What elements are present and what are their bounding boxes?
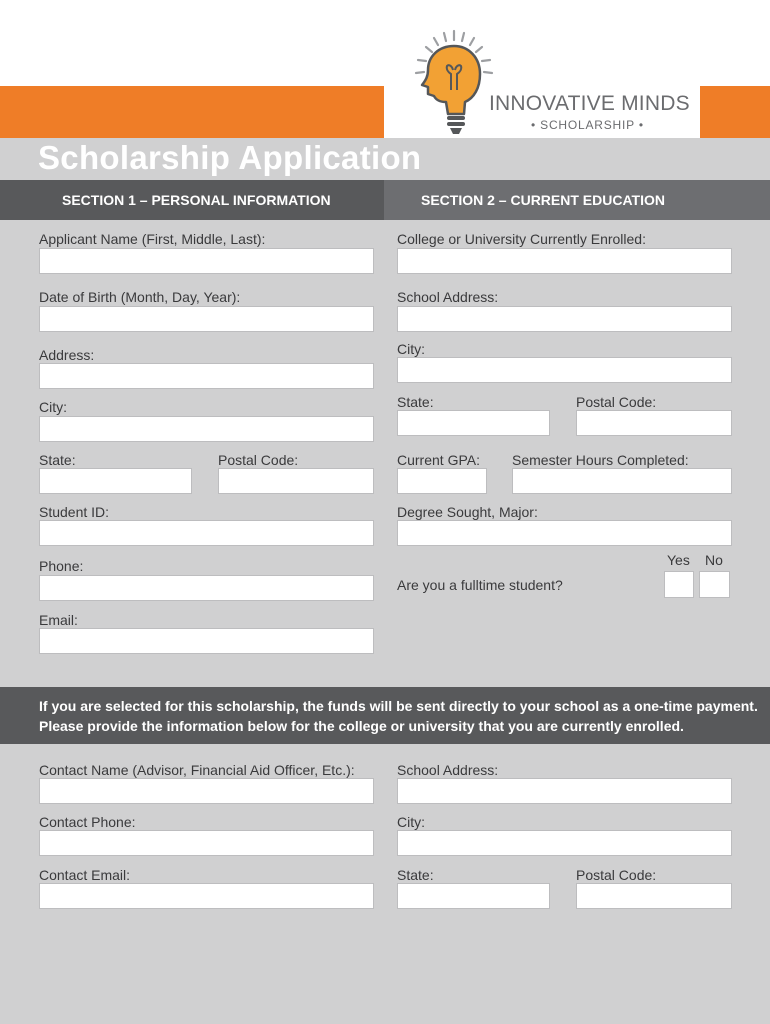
brand-tagline: • SCHOLARSHIP • [531,118,644,132]
contact-state-label: State: [397,867,434,883]
student-id-label: Student ID: [39,504,110,520]
school-address-field[interactable] [397,306,732,332]
address-label: Address: [39,347,95,363]
contact-email-field[interactable] [39,883,374,909]
contact-email-label: Contact Email: [39,867,131,883]
degree-field[interactable] [397,520,732,546]
applicant-name-label: Applicant Name (First, Middle, Last): [39,231,266,247]
dob-field[interactable] [39,306,374,332]
contact-school-address-field[interactable] [397,778,732,804]
school-state-field[interactable] [397,410,550,436]
contact-name-label: Contact Name (Advisor, Financial Aid Officer, Etc.): [39,762,355,778]
state-label: State: [39,452,76,468]
yes-label: Yes [667,552,690,568]
header-orange-band-left [0,86,384,138]
school-city-field[interactable] [397,357,732,383]
contact-phone-field[interactable] [39,830,374,856]
contact-phone-label: Contact Phone: [39,814,136,830]
college-label: College or University Currently Enrolled: [397,231,646,247]
contact-name-field[interactable] [39,778,374,804]
semester-hours-label: Semester Hours Completed: [512,452,689,468]
school-city-label: City: [397,341,425,357]
page-title: Scholarship Application [38,139,422,176]
contact-state-field[interactable] [397,883,550,909]
email-label: Email: [39,612,78,628]
college-field[interactable] [397,248,732,274]
section2-heading: SECTION 2 – CURRENT EDUCATION [384,180,770,220]
state-field[interactable] [39,468,192,494]
notice-line-2: Please provide the information below for the college or university that you are currently enrolled. [39,718,684,734]
no-label: No [705,552,723,568]
contact-postal-code-label: Postal Code: [576,867,657,883]
fulltime-question: Are you a fulltime student? [397,577,563,593]
contact-postal-code-field[interactable] [576,883,732,909]
postal-code-label: Postal Code: [218,452,299,468]
school-postal-code-label: Postal Code: [576,394,657,410]
payment-notice [0,687,770,744]
phone-label: Phone: [39,558,84,574]
address-field[interactable] [39,363,374,389]
fulltime-yes-checkbox[interactable] [664,571,694,598]
contact-city-label: City: [397,814,425,830]
city-label: City: [39,399,67,415]
student-id-field[interactable] [39,520,374,546]
school-state-label: State: [397,394,434,410]
applicant-name-field[interactable] [39,248,374,274]
contact-school-address-label: School Address: [397,762,499,778]
school-postal-code-field[interactable] [576,410,732,436]
gpa-field[interactable] [397,468,487,494]
degree-label: Degree Sought, Major: [397,504,538,520]
notice-line-1: If you are selected for this scholarship, the funds will be sent directly to your school as a one-time payment. [39,698,758,714]
brand-name: INNOVATIVE MINDS [489,92,690,115]
school-address-label: School Address: [397,289,499,305]
phone-field[interactable] [39,575,374,601]
contact-city-field[interactable] [397,830,732,856]
semester-hours-field[interactable] [512,468,732,494]
fulltime-no-checkbox[interactable] [699,571,730,598]
dob-label: Date of Birth (Month, Day, Year): [39,289,241,305]
head-lightbulb-icon [408,28,498,138]
postal-code-field[interactable] [218,468,374,494]
header-orange-band-right [700,86,770,138]
city-field[interactable] [39,416,374,442]
email-field[interactable] [39,628,374,654]
gpa-label: Current GPA: [397,452,480,468]
section1-heading: SECTION 1 – PERSONAL INFORMATION [0,180,384,220]
